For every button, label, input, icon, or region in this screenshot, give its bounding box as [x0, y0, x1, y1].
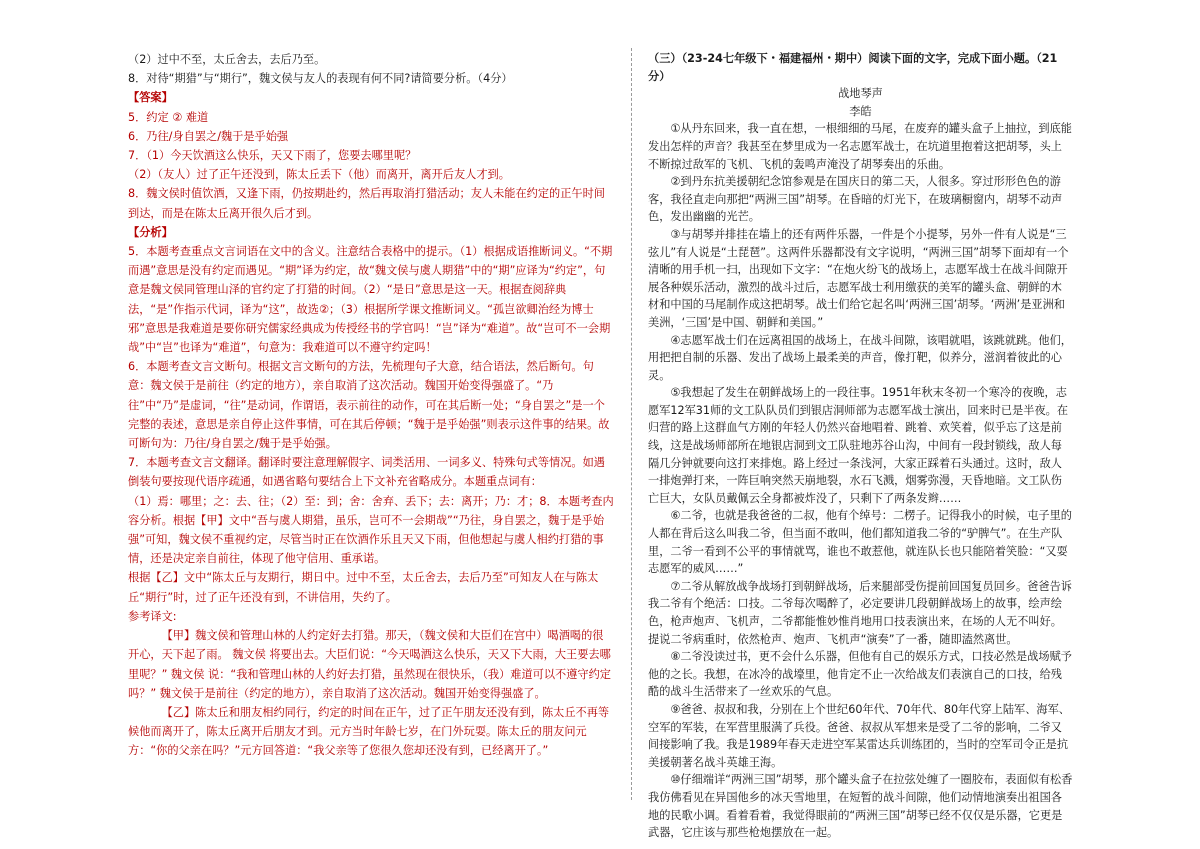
answer-5: 5．约定 ② 难道 [128, 110, 209, 124]
question-8: 8．对待“期猎”与“期行”，魏文侯与友人的表现有何不同?请简要分析。（4分） [128, 72, 513, 86]
paragraph: ⑨爸爸、叔叔和我，分别在上个世纪60年代、70年代、80年代穿上陆军、海军、空军的军装，在军营里服满了兵役。爸爸、叔叔从军想来是受了二爷的影响，二爷又间接影响了我。我是1989年春天走进空军某雷达兵训练团的，当时的空军司令正是抗美援朝著名战斗英雄王海。 [648, 702, 1070, 769]
question-line: （2）过中不至，太丘舍去，去后乃至。 [128, 53, 326, 66]
column-divider [631, 48, 632, 800]
answer-heading: 【答案】 [128, 91, 173, 105]
paragraph: ⑥二爷，也就是我爸爸的二叔，他有个绰号：二楞子。记得我小的时候，屯子里的人都在背后这么叫我二爷，但当面不敢叫，他们都知道我二爷的“驴脾气”。在生产队里，二爷一看到不公平的事情就骂，谁也不敢惹他，就连队长也只能陪着笑脸：“又耍志愿军的威风……” [648, 509, 1072, 576]
analysis-block [128, 242, 614, 607]
answer-column [128, 50, 614, 761]
answer-7-2: （2）（友人）过了正午还没到，陈太丘丢下（他）而离开，离开后友人才到。 [128, 168, 510, 182]
paragraph: ②到丹东抗美援朝纪念馆参观是在国庆日的第二天，人很多。穿过形形色色的游客，我径直走向那把“两洲三国”胡琴。在昏暗的灯光下，在玻璃橱窗内，胡琴不动声色，发出幽幽的光芒。 [648, 175, 1063, 224]
article-title: 战地琴声 [838, 87, 883, 101]
translation-block [128, 626, 614, 760]
analysis-5: 5．本题考查重点文言词语在文中的含义。注意结合表格中的提示。（1）根据成语推断词义。“不期而遇”意思是没有约定而遇见。“期”译为约定，故“魏文侯与虞人期猎”中的“期”应译为“约定”，句意是魏文侯同管理山泽的官约定了打猎的时间。（2）“是日”意思是这一天。根据查阅辞典法，“是”作指示代词，译为“这”，故选②；（3）根据所学课文推断词义。“孤岂欲卿治经为博士邪”意思是我难道是要你研究儒家经典成为传授经书的学官吗！“岂”译为“难道”。故“岂可不一会期哉”中“岂”也译为“难道”，句意为：我难道可以不遵守约定吗！ [128, 245, 613, 355]
analysis-8: 根据【乙】文中“陈太丘与友期行，期日中。过中不至，太丘舍去，去后乃至”可知友人在与陈太丘“期行”时，过了正午还没有到，不讲信用，失约了。 [128, 571, 599, 604]
answer-8: 8．魏文侯时值饮酒，又逢下雨，仍按期赴约，然后再取消打猎活动；友人未能在约定的正午时间到达，而是在陈太丘离开很久后才到。 [128, 187, 605, 220]
translation-b: 【乙】陈太丘和朋友相约同行，约定的时间在正午，过了正午朋友还没有到，陈太丘不再等候他而离开了，陈太丘离开后朋友才到。元方当时年龄七岁，在门外玩耍。陈太丘的朋友问元方：“你的父亲在吗？”元方回答道：“我父亲等了您很久您却还没有到，已经离开了。” [128, 705, 610, 758]
paragraph: ①从丹东回来，我一直在想，一根细细的马尾，在废弃的罐头盒子上抽拉，到底能发出怎样的声音？我甚至在梦里成为一名志愿军战士，在坑道里抱着这把胡琴，头上不断掠过敌军的飞机、飞机的轰鸣声淹没了胡琴奏出的乐曲。 [648, 122, 1072, 171]
answer-6: 6．乃往/身自罢之/魏于是乎始强 [128, 129, 289, 143]
analysis-7-keywords: （1）焉：哪里；之：去、往；（2）至：到；舍：舍弃、丢下；去：离开；乃：才；8．本题考查内容分析。根据【甲】文中“吾与虞人期猎，虽乐，岂可不一会期哉”“乃往，身自罢之，魏于是乎始强”可知，魏文侯不重视约定，尽管当时正在饮酒作乐且天又下雨，但他想起与虞人相约打猎的事情，还是决定亲自前往，体现了他守信用、重承诺。 [128, 494, 614, 566]
paragraph: ⑩仔细端详“两洲三国”胡琴，那个罐头盒子在拉弦处缠了一圈胶布，表面似有松香我仿佛看见在异国他乡的冰天雪地里，在短暂的战斗间隙，他们动情地演奏出祖国各地的民歌小调。看着看着，我觉得眼前的“两洲三国”胡琴已经不仅仅是乐器，它更是武器，它庄该与那些枪炮摆放在一起。 [648, 773, 1073, 840]
analysis-heading: 【分析】 [128, 225, 173, 239]
paragraph: ⑤我想起了发生在朝鲜战场上的一段往事。1951年秋末冬初一个寒冷的夜晚，志愿军12军31师的文工队队员们到银店洞师部为志愿军战士演出，回来时已是半夜。在归营的路上这群血气方刚的年轻人仍然兴奋地唱着、跳着、欢笑着，似乎忘了这是前线，这是战场师部所在地银店洞到文工队驻地苏谷山沟，中间有一段封锁线，敌人每隔几分钟就要向这打来排炮。路上经过一条浅河，大家正踩着石头通过。这时，敌人一排炮弹打来，一阵巨响突然天崩地裂，水石飞溅，烟雾弥漫，天昏地暗。文工队伤亡巨大，女队员戴佩云全身都被炸没了，只剩下了两条发辫…… [648, 386, 1069, 505]
reading-column [648, 50, 1073, 842]
translation-a: 【甲】魏文侯和管理山林的人约定好去打猎。那天，（魏文侯和大臣们在宫中）喝酒喝的很开心，天下起了雨。 魏文侯 将要出去。大臣们说：“今天喝酒这么快乐，天又下大雨，大王要去哪里呢？” 魏文侯 说：“我和管理山林的人约好去打猎，虽然现在很快乐，（我）难道可以不遵守约定吗？” 魏文侯于是前往（约定的地方），亲自取消了这次活动。魏国开始变得强盛了。 [128, 629, 611, 700]
section-heading: （三）（23-24七年级下・福建福州・期中）阅读下面的文字，完成下面小题。（21分） [648, 52, 1058, 83]
answer-7-1: 7．（1）今天饮酒这么快乐，天又下雨了，您要去哪里呢？ [128, 149, 417, 163]
analysis-6: 6．本题考查文言文断句。根据文言文断句的方法，先梳理句子大意，结合语法，然后断句。句意：魏文侯于是前往（约定的地方），亲自取消了这次活动。魏国开始变得强盛了。“乃往”中“乃”是虚词，“往”是动词，作谓语，表示前往的动作，可在其后断一处；“身自罢之”是一个完整的表述，意思是亲自停止这件事情，可在其后停顿；“魏于是乎始强”则表示这件事的结果。故可断句为：乃往/身自罢之/魏于是乎始强。 [128, 360, 610, 451]
paragraph: ③与胡琴并排挂在墙上的还有两件乐器，一件是个小提琴，另外一件有人说是“三弦儿”有人说是“土琵琶”。这两件乐器都没有文字说明，“两洲三国”胡琴下面却有一个清晰的用手机一扫，出现如下文字：“在炮火纷飞的战场上，志愿军战士在战斗间隙开展各种娱乐活动，激烈的战斗过后，志愿军战士利用缴获的美军的罐头盒、朝鲜的木材和中国的马尾制作成这把胡琴。战士们给它起名叫‘两洲三国’胡琴。‘两洲’是亚洲和美洲，‘三国’是中国、朝鲜和美国。” [648, 227, 1069, 329]
analysis-7: 7．本题考查文言文翻译。翻译时要注意理解假字、词类活用、一词多义、特殊句式等情况。如遇倒装句要按现代语序疏通，如遇省略句要结合上下文补充省略成分。本题重点词有： [128, 456, 605, 489]
reference-heading: 参考译文: [128, 609, 177, 623]
paragraph: ⑦二爷从解放战争战场打到朝鲜战场，后来腿部受伤提前回国复员回乡。爸爸告诉我二爷有个绝活：口技。二爷每次喝醉了，必定要讲几段朝鲜战场上的故事，绘声绘色，枪声炮声、飞机声，二爷都能惟妙惟肖地用口技表演出来，在场的人无不叫好。提说二爷病重时，依然枪声、炮声、飞机声“演奏”了一番，随即溘然离世。 [648, 579, 1072, 646]
paragraph: ⑧二爷没读过书，更不会什么乐器，但他有自己的娱乐方式，口技必然是战场赋予他的之长。我想，在冰冷的战壕里，他肯定不止一次给战友们表演自己的口技，给残酷的战斗生活带来了一丝欢乐的气息。 [648, 650, 1072, 699]
article-author: 李皓 [849, 104, 872, 118]
answer-block [128, 108, 614, 223]
paragraph: ④志愿军战士们在远离祖国的战场上，在战斗间隙，该唱就唱，该跳就跳。他们，用把把自制的乐器、发出了战场上最柔美的声音，像打靶，似养分，滋润着彼此的心灵。 [648, 333, 1072, 382]
